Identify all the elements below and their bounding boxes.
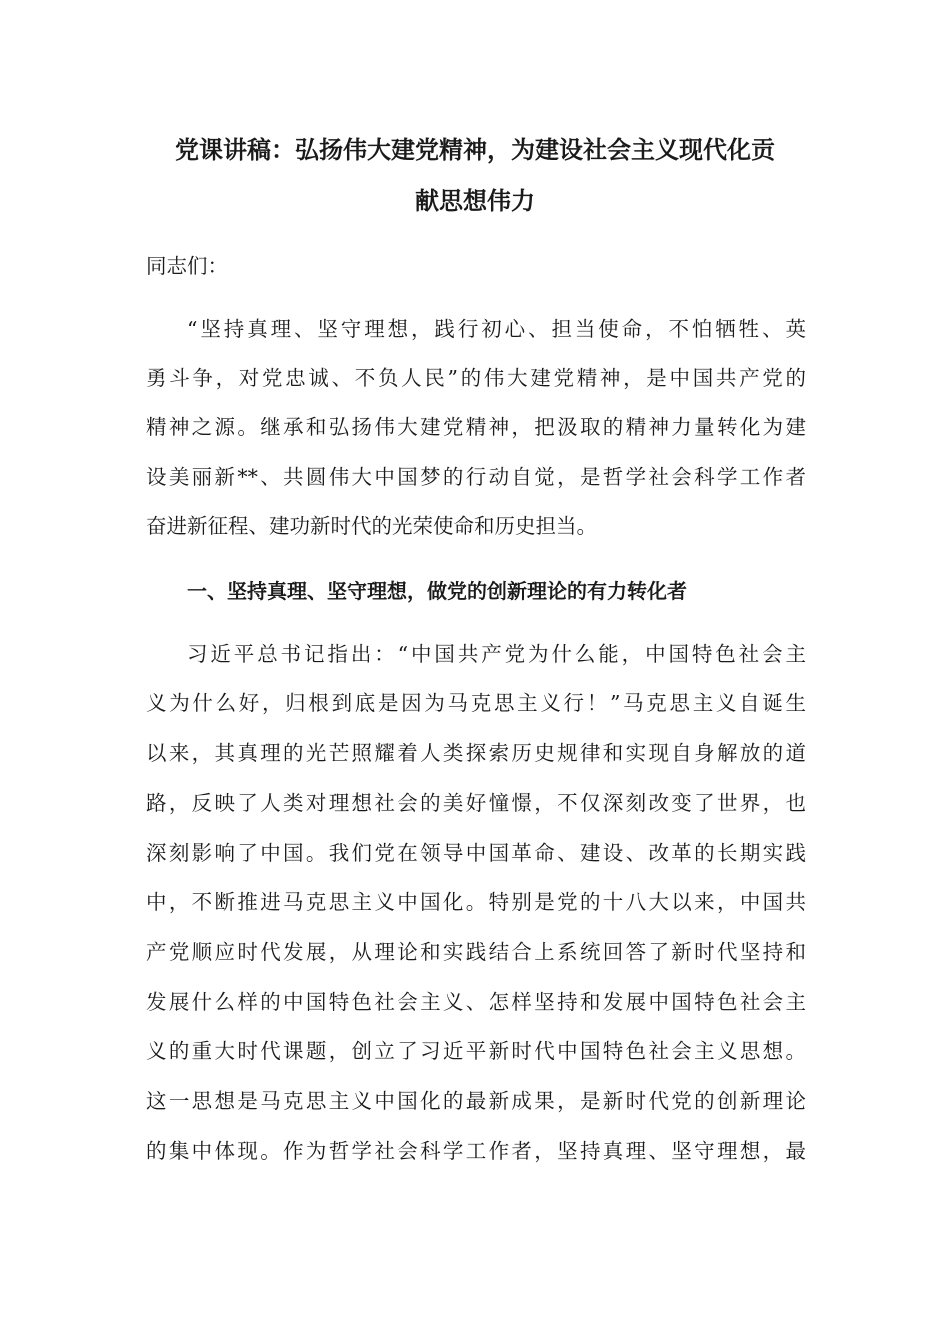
section-1-paragraph-line: 习近平总书记指出：“中国共产党为什么能，中国特色社会主 [187,642,806,666]
section-1-paragraph-line: 路，反映了人类对理想社会的美好憧憬，不仅深刻改变了世界，也 [146,791,806,815]
section-1-paragraph-line: 这一思想是马克思主义中国化的最新成果，是新时代党的创新理论 [146,1089,806,1113]
section-1-paragraph-line: 的集中体现。作为哲学社会科学工作者，坚持真理、坚守理想，最 [146,1139,806,1163]
section-1-paragraph-line: 产党顺应时代发展，从理论和实践结合上系统回答了新时代坚持和 [146,940,806,964]
section-1-paragraph-line: 中，不断推进马克思主义中国化。特别是党的十八大以来，中国共 [146,890,806,914]
intro-paragraph-line: 设美丽新**、共圆伟大中国梦的行动自觉，是哲学社会科学工作者 [146,465,806,489]
section-1-paragraph-line: 以来，其真理的光芒照耀着人类探索历史规律和实现自身解放的道 [146,741,806,765]
intro-paragraph-line: 勇斗争，对党忠诚、不负人民”的伟大建党精神，是中国共产党的 [146,366,806,390]
intro-paragraph-line: “坚持真理、坚守理想，践行初心、担当使命，不怕牺牲、英 [187,317,806,341]
section-1-paragraph-line: 深刻影响了中国。我们党在领导中国革命、建设、改革的长期实践 [146,841,806,865]
intro-paragraph-line: 奋进新征程、建功新时代的光荣使命和历史担当。 [146,514,597,538]
intro-paragraph-line: 精神之源。继承和弘扬伟大建党精神，把汲取的精神力量转化为建 [146,415,806,439]
salutation: 同志们： [146,254,228,278]
document-title-line-1: 党课讲稿：弘扬伟大建党精神，为建设社会主义现代化贡 [175,136,775,164]
section-1-paragraph-line: 义为什么好，归根到底是因为马克思主义行！”马克思主义自诞生 [146,691,806,715]
section-1-paragraph-line: 发展什么样的中国特色社会主义、怎样坚持和发展中国特色社会主 [146,990,806,1014]
section-1-heading: 一、坚持真理、坚守理想，做党的创新理论的有力转化者 [187,579,687,603]
section-1-paragraph-line: 义的重大时代课题，创立了习近平新时代中国特色社会主义思想。 [146,1039,806,1063]
document-title-line-2: 献思想伟力 [415,187,535,215]
